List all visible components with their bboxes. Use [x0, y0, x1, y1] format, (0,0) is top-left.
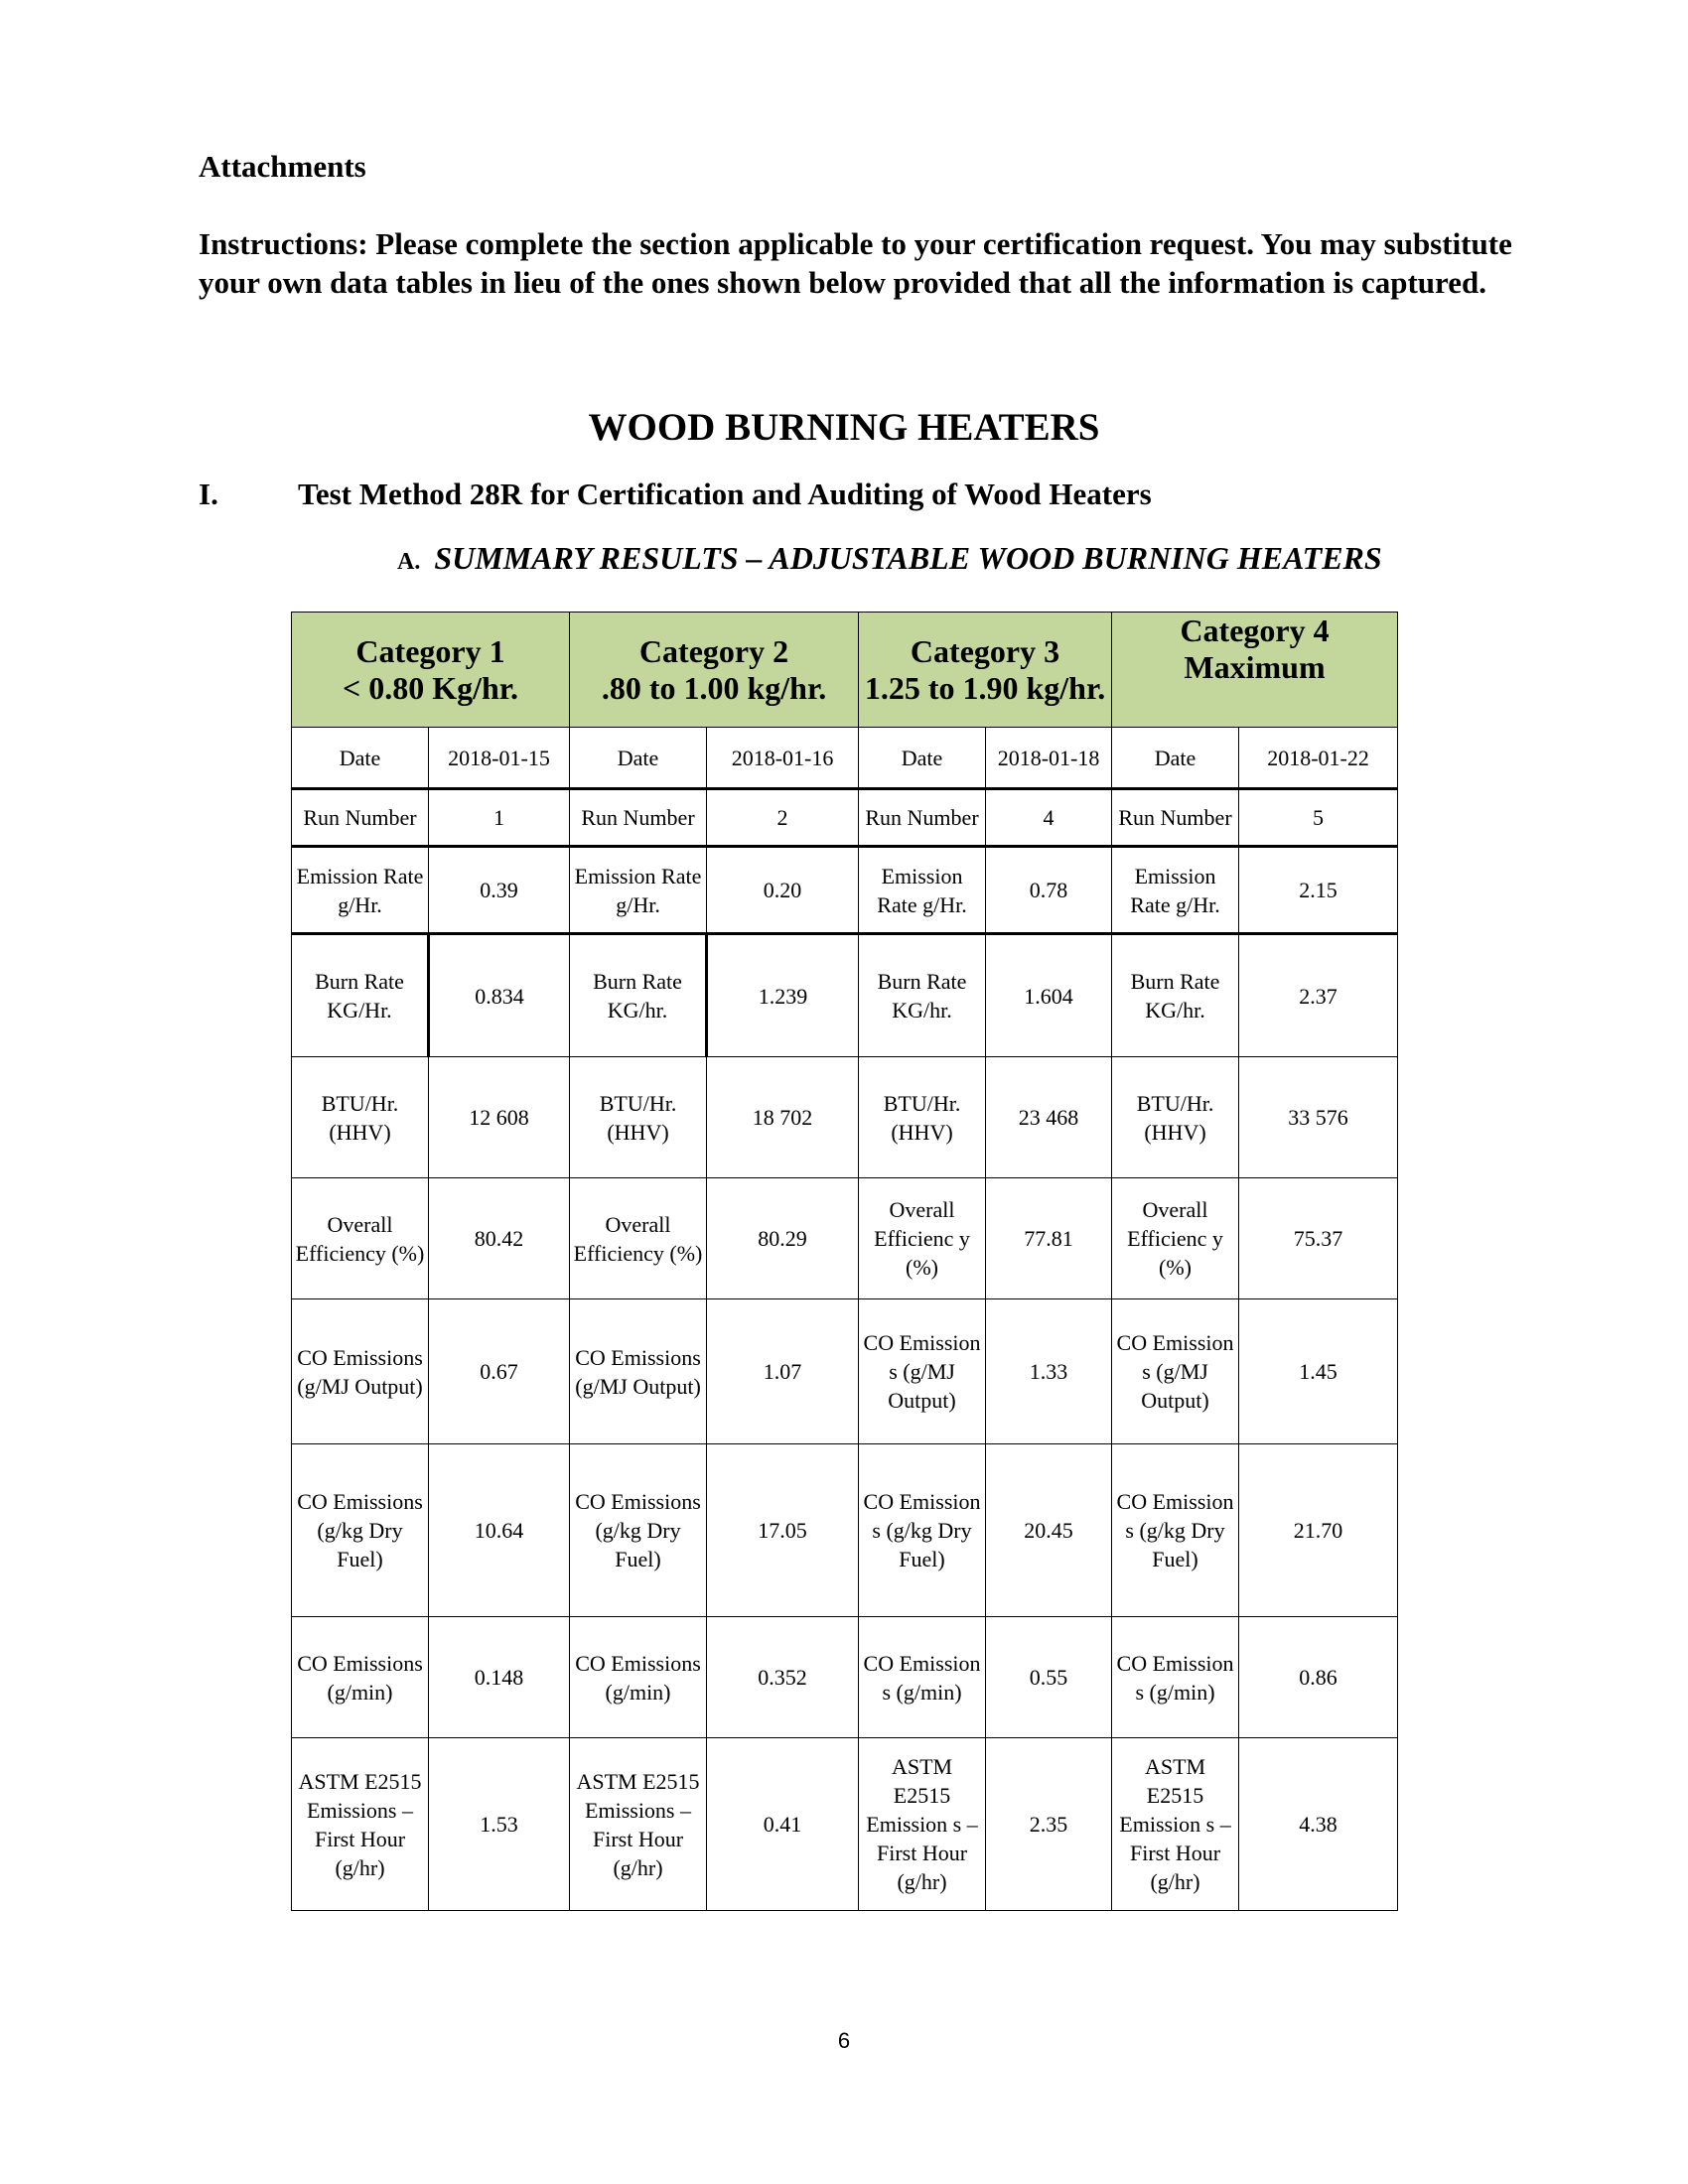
- row-value: 2018-01-15: [429, 728, 570, 789]
- attachments-heading: Attachments: [199, 149, 366, 184]
- row-label: CO Emission s (g/kg Dry Fuel): [859, 1444, 986, 1617]
- row-value: 77.81: [986, 1178, 1112, 1299]
- row-label: Emission Rate g/Hr.: [859, 847, 986, 934]
- row-label: CO Emissions (g/kg Dry Fuel): [570, 1444, 707, 1617]
- row-label: CO Emission s (g/min): [1112, 1617, 1239, 1738]
- table-row-btu: [292, 1057, 1398, 1178]
- row-label: ASTM E2515 Emissions – First Hour (g/hr): [570, 1738, 707, 1911]
- row-label: Burn Rate KG/hr.: [1112, 934, 1239, 1057]
- row-value: 1.33: [986, 1299, 1112, 1444]
- row-value: 10.64: [429, 1444, 570, 1617]
- row-value: 0.78: [986, 847, 1112, 934]
- row-label: CO Emissions (g/kg Dry Fuel): [292, 1444, 429, 1617]
- row-label: Overall Efficiency (%): [292, 1178, 429, 1299]
- row-label: CO Emissions (g/MJ Output): [570, 1299, 707, 1444]
- row-value: 0.148: [429, 1617, 570, 1738]
- row-label: BTU/Hr. (HHV): [859, 1057, 986, 1178]
- table-row-co-mj: [292, 1299, 1398, 1444]
- summary-results-table: [291, 612, 1398, 1911]
- subsection-title: SUMMARY RESULTS – ADJUSTABLE WOOD BURNING HEATERS: [434, 540, 1382, 576]
- instructions-text: Instructions: Please complete the section applicable to your certification request. You may substitute your own data tables in lieu of the ones shown below provided that all the information is captured.: [199, 226, 1512, 300]
- row-value: 1: [429, 789, 570, 847]
- row-label: Emission Rate g/Hr.: [570, 847, 707, 934]
- row-value: 1.45: [1239, 1299, 1398, 1444]
- row-value: 20.45: [986, 1444, 1112, 1617]
- row-label: ASTM E2515 Emissions – First Hour (g/hr): [292, 1738, 429, 1911]
- row-label: CO Emission s (g/kg Dry Fuel): [1112, 1444, 1239, 1617]
- main-heading: WOOD BURNING HEATERS: [588, 406, 1100, 449]
- row-label: BTU/Hr. (HHV): [292, 1057, 429, 1178]
- row-label: ASTM E2515 Emission s – First Hour (g/hr): [859, 1738, 986, 1911]
- row-value: 0.20: [707, 847, 859, 934]
- row-value: 2018-01-22: [1239, 728, 1398, 789]
- row-value: 2018-01-16: [707, 728, 859, 789]
- table-row-run-number: [292, 789, 1398, 847]
- category-1-range: < 0.80 Kg/hr.: [342, 669, 519, 706]
- section-number: I.: [199, 477, 218, 511]
- row-value: 2: [707, 789, 859, 847]
- row-value: 0.834: [429, 934, 570, 1057]
- row-value: 1.604: [986, 934, 1112, 1057]
- row-label: Run Number: [570, 789, 707, 847]
- category-3-header: [859, 613, 1112, 728]
- row-label: CO Emission s (g/MJ Output): [1112, 1299, 1239, 1444]
- row-value: 75.37: [1239, 1178, 1398, 1299]
- row-value: 23 468: [986, 1057, 1112, 1178]
- row-value: 2.37: [1239, 934, 1398, 1057]
- row-value: 80.29: [707, 1178, 859, 1299]
- category-1-header: [292, 613, 570, 728]
- row-label: CO Emissions (g/MJ Output): [292, 1299, 429, 1444]
- row-value: 0.39: [429, 847, 570, 934]
- category-3-name: Category 3: [910, 632, 1060, 669]
- row-value: 0.55: [986, 1617, 1112, 1738]
- category-4-range: Maximum: [1184, 649, 1326, 685]
- row-value: 0.41: [707, 1738, 859, 1911]
- row-label: Burn Rate KG/hr.: [859, 934, 986, 1057]
- page-number: 6: [837, 2028, 851, 2053]
- row-value: 0.67: [429, 1299, 570, 1444]
- row-label: ASTM E2515 Emission s – First Hour (g/hr): [1112, 1738, 1239, 1911]
- table-row-efficiency: [292, 1178, 1398, 1299]
- category-4-name: Category 4: [1180, 613, 1330, 648]
- row-label: CO Emission s (g/MJ Output): [859, 1299, 986, 1444]
- row-value: 33 576: [1239, 1057, 1398, 1178]
- row-label: Run Number: [1112, 789, 1239, 847]
- category-2-header: [570, 613, 859, 728]
- row-label: Burn Rate KG/Hr.: [292, 934, 429, 1057]
- category-2-range: .80 to 1.00 kg/hr.: [601, 669, 827, 706]
- row-value: 0.352: [707, 1617, 859, 1738]
- row-label: Date: [1112, 728, 1239, 789]
- table-row-co-kg: [292, 1444, 1398, 1617]
- row-value: 2018-01-18: [986, 728, 1112, 789]
- row-label: Burn Rate KG/hr.: [570, 934, 707, 1057]
- row-label: Emission Rate g/Hr.: [292, 847, 429, 934]
- category-1-name: Category 1: [355, 632, 505, 669]
- row-label: BTU/Hr. (HHV): [570, 1057, 707, 1178]
- row-label: BTU/Hr. (HHV): [1112, 1057, 1239, 1178]
- row-label: CO Emissions (g/min): [570, 1617, 707, 1738]
- row-value: 18 702: [707, 1057, 859, 1178]
- row-value: 0.86: [1239, 1617, 1398, 1738]
- row-label: Date: [570, 728, 707, 789]
- table-row-astm-first-hour: [292, 1738, 1398, 1911]
- category-2-name: Category 2: [638, 632, 789, 669]
- row-value: 1.07: [707, 1299, 859, 1444]
- row-label: Emission Rate g/Hr.: [1112, 847, 1239, 934]
- row-value: 4: [986, 789, 1112, 847]
- row-label: Overall Efficienc y (%): [1112, 1178, 1239, 1299]
- row-value: 21.70: [1239, 1444, 1398, 1617]
- row-label: Run Number: [292, 789, 429, 847]
- table-row-emission-rate: [292, 847, 1398, 934]
- category-4-header: [1112, 613, 1398, 728]
- section-title: Test Method 28R for Certification and Auditing of Wood Heaters: [298, 477, 1152, 511]
- row-value: 1.239: [707, 934, 859, 1057]
- category-3-range: 1.25 to 1.90 kg/hr.: [864, 669, 1106, 706]
- table-row-burn-rate: [292, 934, 1398, 1057]
- category-header-row: [292, 613, 1398, 728]
- row-value: 2.35: [986, 1738, 1112, 1911]
- row-label: Date: [859, 728, 986, 789]
- table-body: [292, 728, 1398, 1911]
- row-value: 2.15: [1239, 847, 1398, 934]
- row-value: 80.42: [429, 1178, 570, 1299]
- row-label: Overall Efficiency (%): [570, 1178, 707, 1299]
- row-value: 17.05: [707, 1444, 859, 1617]
- table-row-co-min: [292, 1617, 1398, 1738]
- subsection-letter: A.: [397, 549, 421, 575]
- row-label: Overall Efficienc y (%): [859, 1178, 986, 1299]
- subsection-heading: [397, 540, 1382, 577]
- row-value: 1.53: [429, 1738, 570, 1911]
- row-label: Date: [292, 728, 429, 789]
- row-label: CO Emission s (g/min): [859, 1617, 986, 1738]
- row-value: 4.38: [1239, 1738, 1398, 1911]
- row-label: CO Emissions (g/min): [292, 1617, 429, 1738]
- row-value: 5: [1239, 789, 1398, 847]
- table-row-date: [292, 728, 1398, 789]
- row-value: 12 608: [429, 1057, 570, 1178]
- row-label: Run Number: [859, 789, 986, 847]
